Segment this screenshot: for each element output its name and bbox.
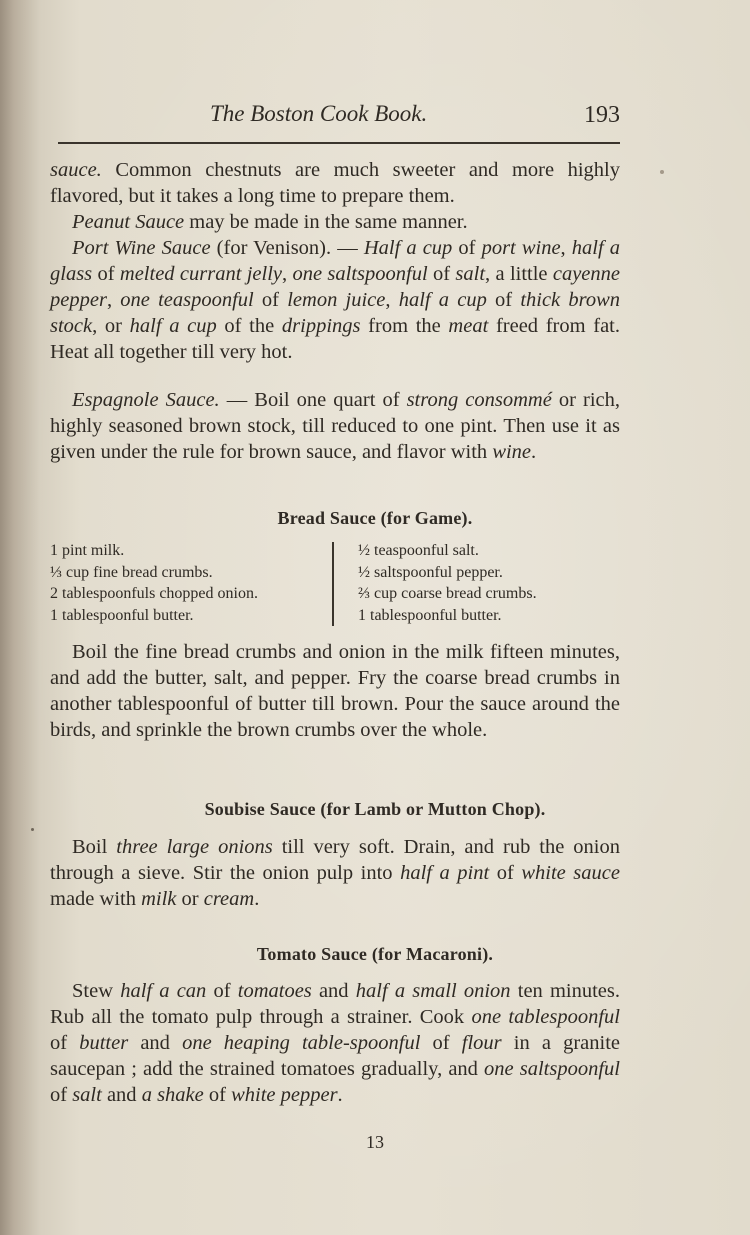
- heading-soubise-sauce: Soubise Sauce (for Lamb or Mutton Chop).: [204, 799, 546, 819]
- ingredient-item: 1 pint milk.: [50, 542, 125, 559]
- paragraph-soubise-method: Boil three large onions till very soft. Drain, and rub the onion through a sieve. Stir the onion pulp into half a pint of white sauce made with milk or cream.: [50, 836, 620, 910]
- heading-tomato-sauce: Tomato Sauce (for Macaroni).: [256, 944, 494, 964]
- ingredients-right-column: [358, 540, 537, 626]
- ingredient-item: 1 tablespoonful butter.: [50, 606, 194, 624]
- page-header: [50, 101, 620, 137]
- paragraph-tomato-method: Stew half a can of tomatoes and half a small onion ten minutes. Rub all the tomato pulp through a strainer. Cook one tablespoonful of butter and one heaping table-spoonful of flour in a granite saucepan ; add the strained tomatoes gradually, and one saltspoonful of salt and a shake of white pepper.: [50, 980, 621, 1106]
- ingredients-left-column: [50, 540, 258, 626]
- heading-bread-sauce: Bread Sauce (for Game).: [277, 508, 473, 528]
- ingredient-item: ½ teaspoonful salt.: [358, 542, 479, 559]
- ingredient-item: 2 tablespoonfuls chopped onion.: [50, 585, 258, 602]
- paragraph-espagnole-sauce: Espagnole Sauce. — Boil one quart of strong consommé or rich, highly seasoned brown stock, till reduced to one pint. Then use it as given under the rule for brown sauce, and flavor with wine.: [50, 389, 620, 463]
- paragraph-peanut-sauce: Peanut Sauce may be made in the same manner.: [72, 211, 468, 233]
- ingredient-item: ⅓ cup fine bread crumbs.: [50, 563, 213, 581]
- header-rule: [58, 142, 620, 144]
- paragraph-port-wine-sauce: Port Wine Sauce (for Venison). — Half a cup of port wine, half a glass of melted currant jelly, one saltspoonful of salt, a little cayenne pepper, one teaspoonful of lemon juice, half a cup of thick brown stock, or half a cup of the drippings from the meat freed from fat. Heat all together till very hot.: [50, 237, 621, 363]
- signature-mark: 13: [366, 1132, 384, 1152]
- ingredient-item: 1 tablespoonful butter.: [358, 606, 502, 624]
- running-title: The Boston Cook Book.: [210, 101, 428, 126]
- ingredient-item: ⅔ cup coarse bread crumbs.: [358, 585, 537, 602]
- paragraph-chestnut-end: sauce. Common chestnuts are much sweeter and more highly flavored, but it takes a long time to prepare them.: [50, 159, 620, 207]
- paper-speck: [31, 828, 34, 831]
- paragraph-bread-sauce-method: Boil the fine bread crumbs and onion in the milk fifteen minutes, and add the butter, salt, and pepper. Fry the coarse bread crumbs in another tablespoonful of butter till brown. Pour the sauce around the birds, and sprinkle the brown crumbs over the whole.: [50, 641, 620, 741]
- ingredient-item: ½ saltspoonful pepper.: [358, 563, 503, 581]
- paper-speck: [660, 170, 664, 174]
- page-number: 193: [584, 102, 620, 128]
- ingredients-divider: [332, 542, 334, 626]
